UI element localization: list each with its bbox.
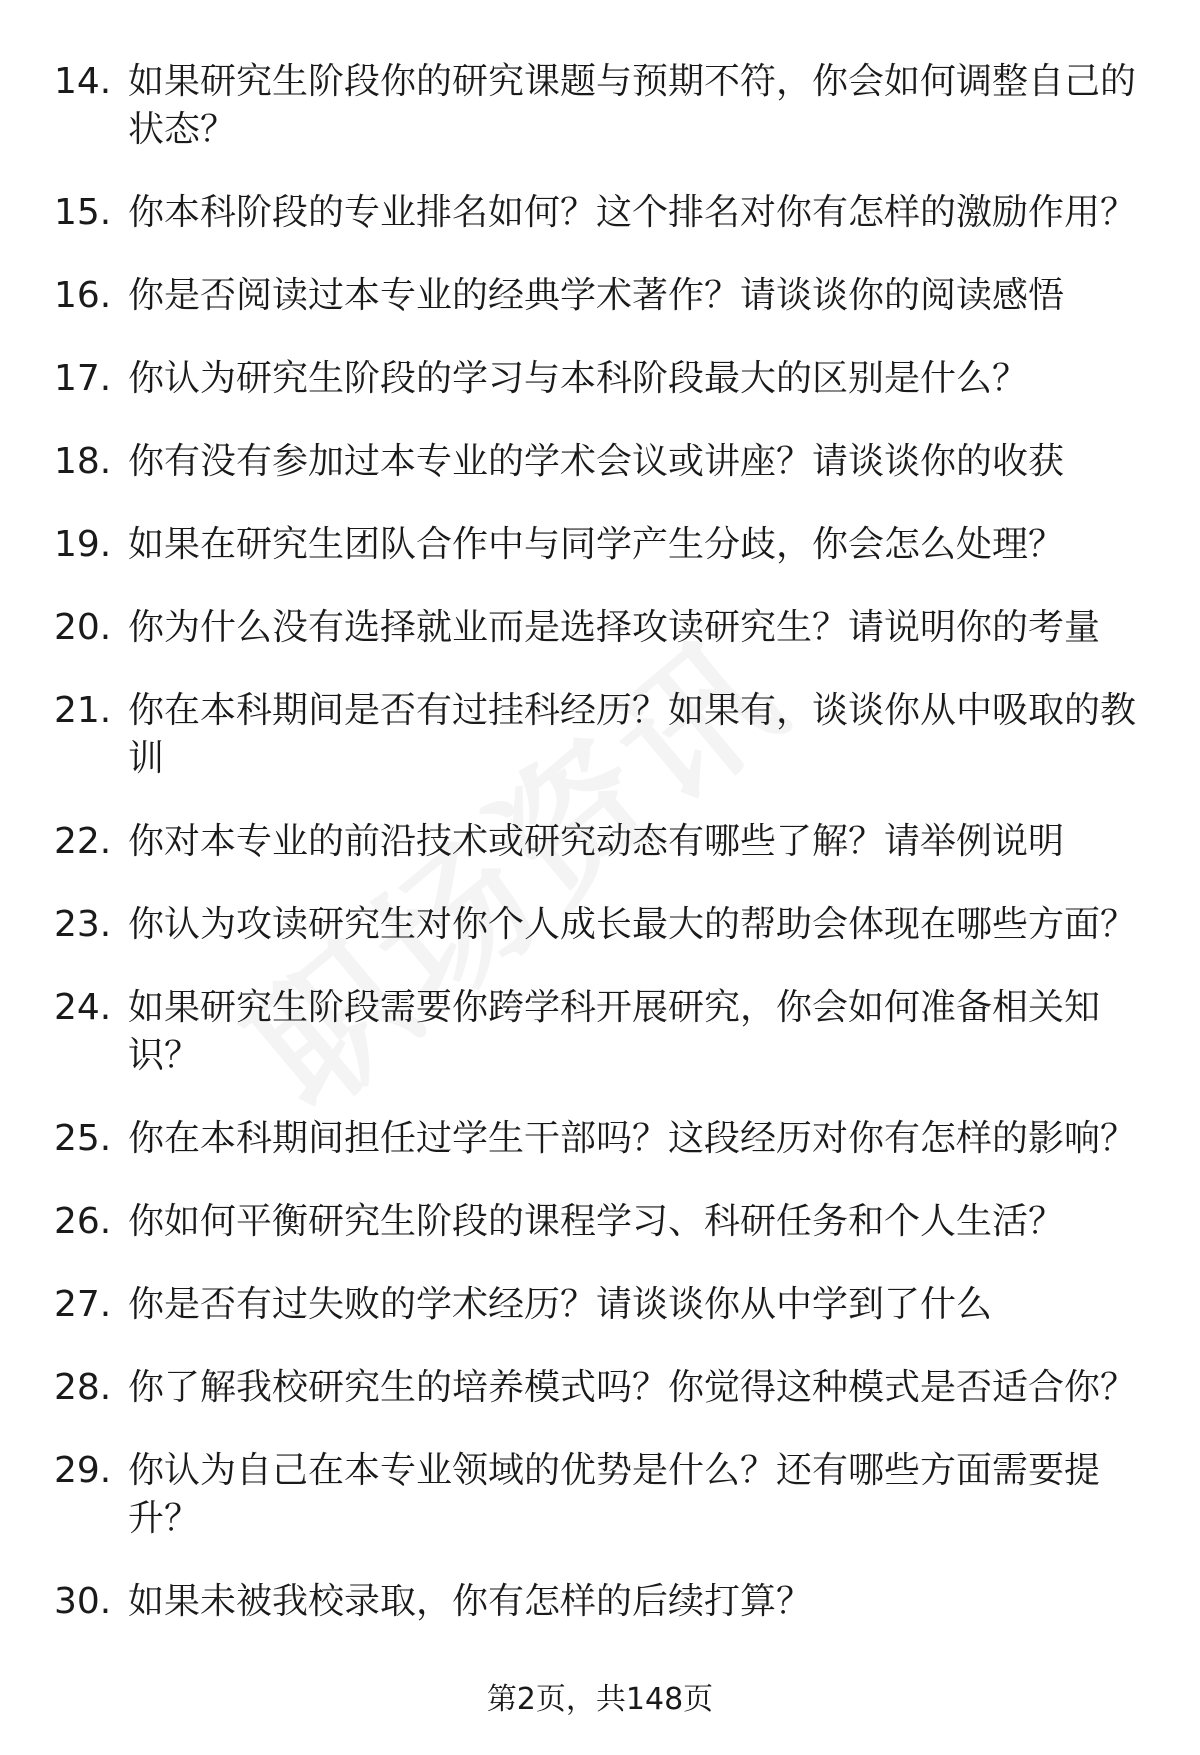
question-text: 你在本科期间是否有过挂科经历？如果有，谈谈你从中吸取的教训 <box>128 690 1137 779</box>
list-item <box>0 58 1200 154</box>
question-number: 18. <box>54 441 112 482</box>
question-text: 你是否阅读过本专业的经典学术著作？请谈谈你的阅读感悟 <box>128 275 1065 316</box>
question-text: 你了解我校研究生的培养模式吗？你觉得这种模式是否适合你？ <box>128 1367 1137 1408</box>
list-item <box>0 355 1200 403</box>
list-item <box>0 604 1200 652</box>
list-item <box>0 521 1200 569</box>
question-number: 16. <box>54 275 112 316</box>
question-number: 28. <box>54 1367 112 1408</box>
question-number: 19. <box>54 524 112 565</box>
list-item <box>0 687 1200 783</box>
list-item <box>0 1198 1200 1246</box>
question-number: 21. <box>54 690 112 731</box>
question-number: 30. <box>54 1581 112 1622</box>
question-text: 你认为研究生阶段的学习与本科阶段最大的区别是什么？ <box>128 358 1029 399</box>
question-text: 你为什么没有选择就业而是选择攻读研究生？请说明你的考量 <box>128 607 1101 648</box>
list-item <box>0 189 1200 237</box>
list-item <box>0 984 1200 1080</box>
question-number: 27. <box>54 1284 112 1325</box>
question-number: 14. <box>54 61 112 102</box>
question-text: 如果研究生阶段需要你跨学科开展研究，你会如何准备相关知识？ <box>128 987 1101 1076</box>
list-item <box>0 272 1200 320</box>
question-text: 你在本科期间担任过学生干部吗？这段经历对你有怎样的影响？ <box>128 1118 1137 1159</box>
question-text: 如果在研究生团队合作中与同学产生分歧，你会怎么处理？ <box>128 524 1065 565</box>
question-number: 26. <box>54 1201 112 1242</box>
question-text: 你是否有过失败的学术经历？请谈谈你从中学到了什么 <box>128 1284 993 1325</box>
list-item <box>0 1281 1200 1329</box>
list-item <box>0 1447 1200 1543</box>
list-item <box>0 1364 1200 1412</box>
question-number: 22. <box>54 821 112 862</box>
question-text: 你本科阶段的专业排名如何？这个排名对你有怎样的激励作用？ <box>128 192 1137 233</box>
question-text: 你如何平衡研究生阶段的课程学习、科研任务和个人生活？ <box>128 1201 1065 1242</box>
question-number: 23. <box>54 904 112 945</box>
question-text: 你有没有参加过本专业的学术会议或讲座？请谈谈你的收获 <box>128 441 1065 482</box>
question-number: 25. <box>54 1118 112 1159</box>
list-item <box>0 818 1200 866</box>
question-number: 17. <box>54 358 112 399</box>
question-text: 如果未被我校录取，你有怎样的后续打算？ <box>128 1581 813 1622</box>
question-number: 20. <box>54 607 112 648</box>
question-text: 如果研究生阶段你的研究课题与预期不符，你会如何调整自己的状态？ <box>128 61 1137 150</box>
list-item <box>0 438 1200 486</box>
page-number: 第2页，共148页 <box>486 1682 714 1717</box>
question-text: 你认为攻读研究生对你个人成长最大的帮助会体现在哪些方面？ <box>128 904 1137 945</box>
question-number: 15. <box>54 192 112 233</box>
list-item <box>0 1578 1200 1626</box>
list-item <box>0 1115 1200 1163</box>
list-item <box>0 901 1200 949</box>
question-number: 29. <box>54 1450 112 1491</box>
question-text: 你对本专业的前沿技术或研究动态有哪些了解？请举例说明 <box>128 821 1065 862</box>
question-number: 24. <box>54 987 112 1028</box>
question-list <box>0 58 1200 1661</box>
question-text: 你认为自己在本专业领域的优势是什么？还有哪些方面需要提升？ <box>128 1450 1101 1539</box>
